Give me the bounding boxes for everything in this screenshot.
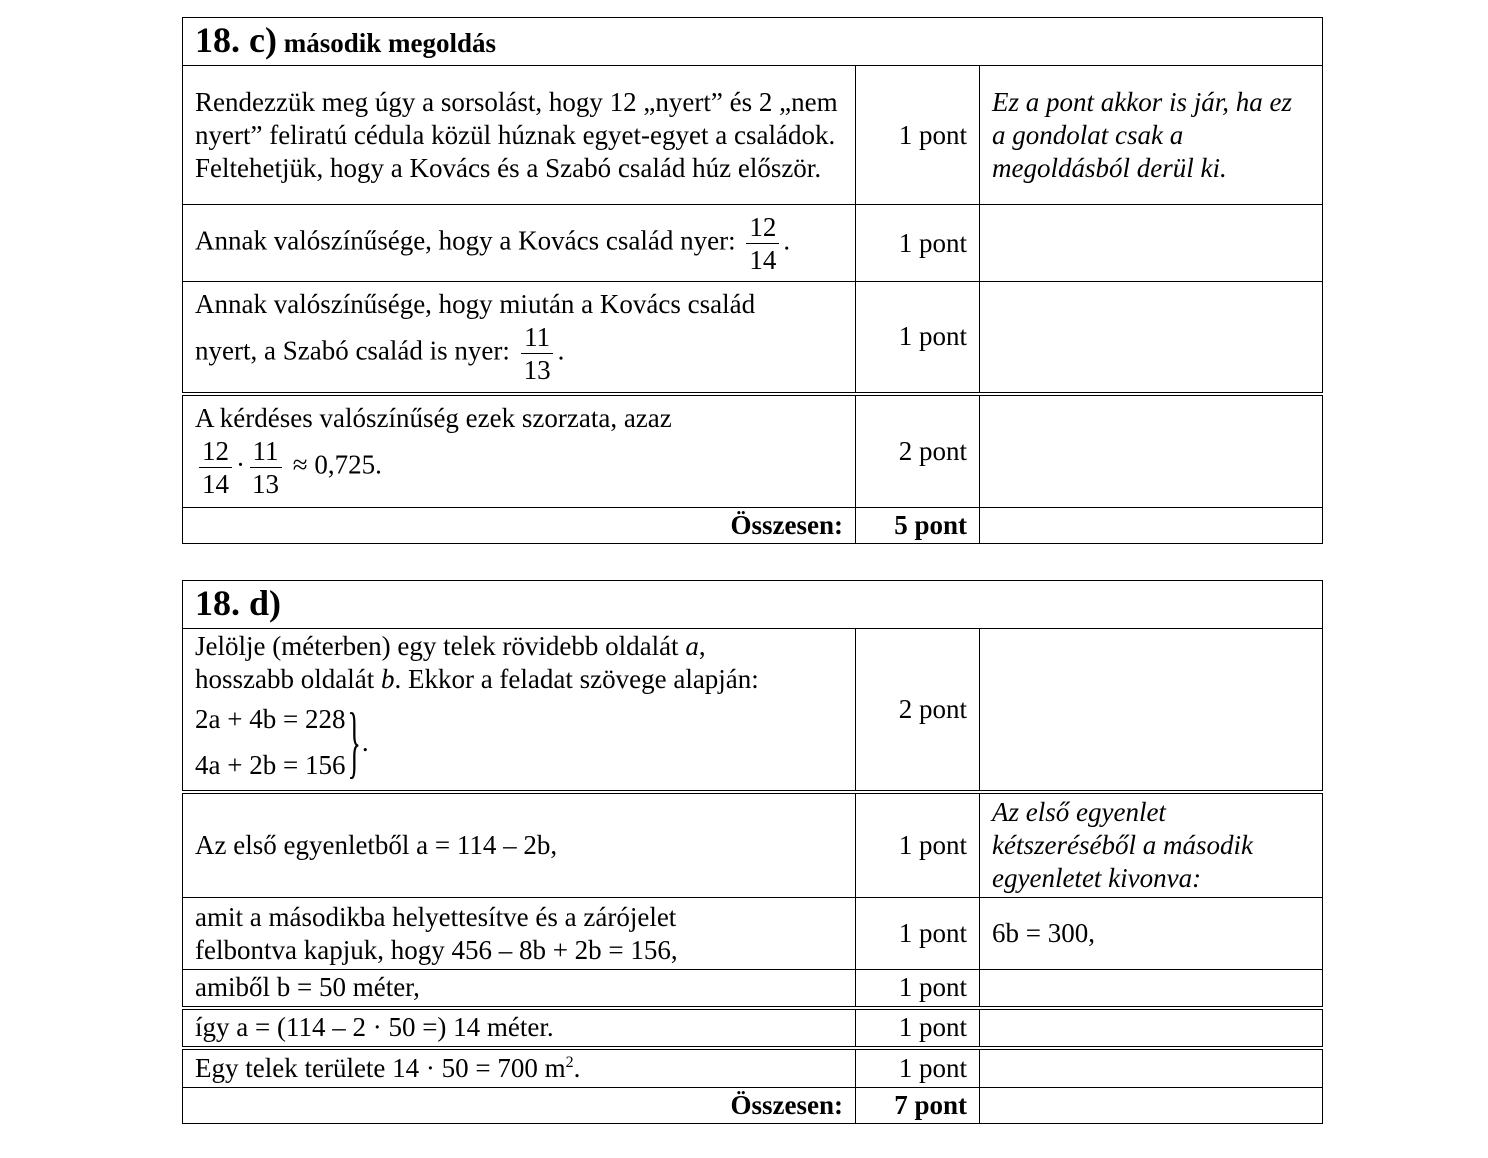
equation: 2a + 4b = 228 [195, 704, 346, 735]
step-points: 2 pont [856, 629, 980, 792]
table-row [183, 282, 1323, 394]
empty-cell [980, 1088, 1323, 1124]
multiplication-dot: · [236, 449, 245, 480]
step-points: 2 pont [856, 394, 980, 508]
section-subtitle: második megoldás [283, 27, 497, 58]
step-points: 1 pont [856, 792, 980, 898]
step-text [183, 205, 856, 282]
total-label: Összesen: [183, 508, 856, 544]
step-points: 1 pont [856, 282, 980, 394]
step-text-content: Jelölje (méterben) egy telek rövidebb oldalát [195, 631, 686, 662]
table-row [183, 970, 1323, 1008]
solution-table-18d [182, 580, 1323, 1124]
punctuation: . [361, 726, 369, 757]
step-text-content: nyert, a Szabó család is nyer: [195, 335, 510, 366]
exponent: 2 [565, 1053, 574, 1071]
step-note [980, 1048, 1323, 1088]
step-note [980, 1008, 1323, 1048]
fraction-numerator: 12 [746, 211, 779, 244]
step-note [980, 205, 1323, 282]
step-text: Az első egyenletből a = 114 – 2b, [183, 792, 856, 898]
step-text [183, 282, 856, 394]
table-row [183, 66, 1323, 205]
fraction [746, 211, 779, 276]
step-note: 6b = 300, [980, 898, 1323, 970]
table-row [183, 1048, 1323, 1088]
fraction [199, 435, 232, 500]
step-text [183, 66, 856, 205]
step-text [183, 1048, 856, 1088]
table-row [183, 394, 1323, 508]
step-note: Az első egyenlet kétszeréséből a második egyenletet kivonva: [980, 792, 1323, 898]
variable: a [685, 631, 699, 662]
step-text-content: Annak valószínűsége, hogy a Kovács család nyer: [195, 225, 736, 256]
section-number: 18. d) [195, 582, 282, 623]
step-points: 1 pont [856, 205, 980, 282]
total-row [183, 1088, 1323, 1124]
equation: 4a + 2b = 156 [195, 750, 346, 781]
step-text-line: Annak valószínűsége, hogy miután a Kovács család [195, 288, 756, 319]
total-points: 7 pont [856, 1088, 980, 1124]
step-text-line: A kérdéses valószínűség ezek szorzata, azaz [195, 403, 672, 434]
total-points: 5 pont [856, 508, 980, 544]
total-label: Összesen: [183, 1088, 856, 1124]
fraction-denominator: 13 [252, 469, 279, 500]
fraction-denominator: 14 [202, 469, 229, 500]
step-points: 1 pont [856, 66, 980, 205]
step-text: amiből b = 50 méter, [183, 970, 856, 1008]
step-text-content: . Ekkor a feladat szövege alapján: [394, 664, 759, 695]
section-title [183, 581, 1323, 629]
step-text-line [195, 630, 843, 663]
step-note [980, 970, 1323, 1008]
step-note [980, 282, 1323, 394]
fraction-denominator: 14 [749, 244, 777, 275]
table-row [183, 1008, 1323, 1048]
table-row [183, 629, 1323, 792]
fraction-numerator: 11 [521, 321, 553, 354]
punctuation: . [783, 225, 791, 256]
step-text-line [195, 321, 843, 386]
section-title [183, 18, 1323, 66]
step-text-line: felbontva kapjuk, hogy 456 – 8b + 2b = 156, [195, 934, 678, 965]
step-text-content: , [698, 631, 706, 662]
step-points: 1 pont [856, 898, 980, 970]
brace-icon: } [347, 698, 362, 787]
table-row [183, 792, 1323, 898]
equation-list [195, 696, 345, 788]
step-text-content: Egy telek területe 14 · 50 = 700 m [195, 1052, 566, 1083]
table-row [183, 898, 1323, 970]
result-value: ≈ 0,725. [292, 449, 382, 480]
step-text [183, 629, 856, 792]
table-header-row [183, 581, 1323, 629]
section-number: 18. c) [195, 19, 277, 60]
step-text-line [195, 435, 843, 500]
step-note: Ez a pont akkor is jár, ha ez a gondolat csak a megoldásból derül ki. [980, 66, 1323, 205]
step-points: 1 pont [856, 1008, 980, 1048]
empty-cell [980, 508, 1323, 544]
table-header-row [183, 18, 1323, 66]
step-note [980, 394, 1323, 508]
step-text-line [195, 663, 843, 696]
punctuation: . [573, 1052, 581, 1083]
total-row [183, 508, 1323, 544]
step-text: így a = (114 – 2 · 50 =) 14 méter. [183, 1008, 856, 1048]
fraction [521, 321, 554, 386]
step-note [980, 629, 1323, 792]
fraction-numerator: 11 [250, 435, 282, 468]
step-text [183, 898, 856, 970]
fraction-denominator: 13 [523, 354, 551, 385]
fraction-numerator: 12 [199, 435, 232, 468]
step-text-content: hosszabb oldalát [195, 664, 381, 695]
solution-table-18c [182, 17, 1323, 544]
step-text-line: amit a másodikba helyettesítve és a zárójelet [195, 901, 677, 932]
step-text [183, 394, 856, 508]
step-points: 1 pont [856, 1048, 980, 1088]
equation-system [195, 696, 369, 788]
punctuation: . [557, 335, 565, 366]
variable: b [380, 664, 395, 695]
fraction [249, 435, 282, 500]
table-row [183, 205, 1323, 282]
step-text-content: Rendezzük meg úgy a sorsolást, hogy 12 „nyert” és 2 „nem nyert” feliratú cédula közül húznak egyet-egyet a családok. Feltehetjük, hogy a Kovács és a Szabó család húz először. [195, 86, 838, 183]
step-points: 1 pont [856, 970, 980, 1008]
